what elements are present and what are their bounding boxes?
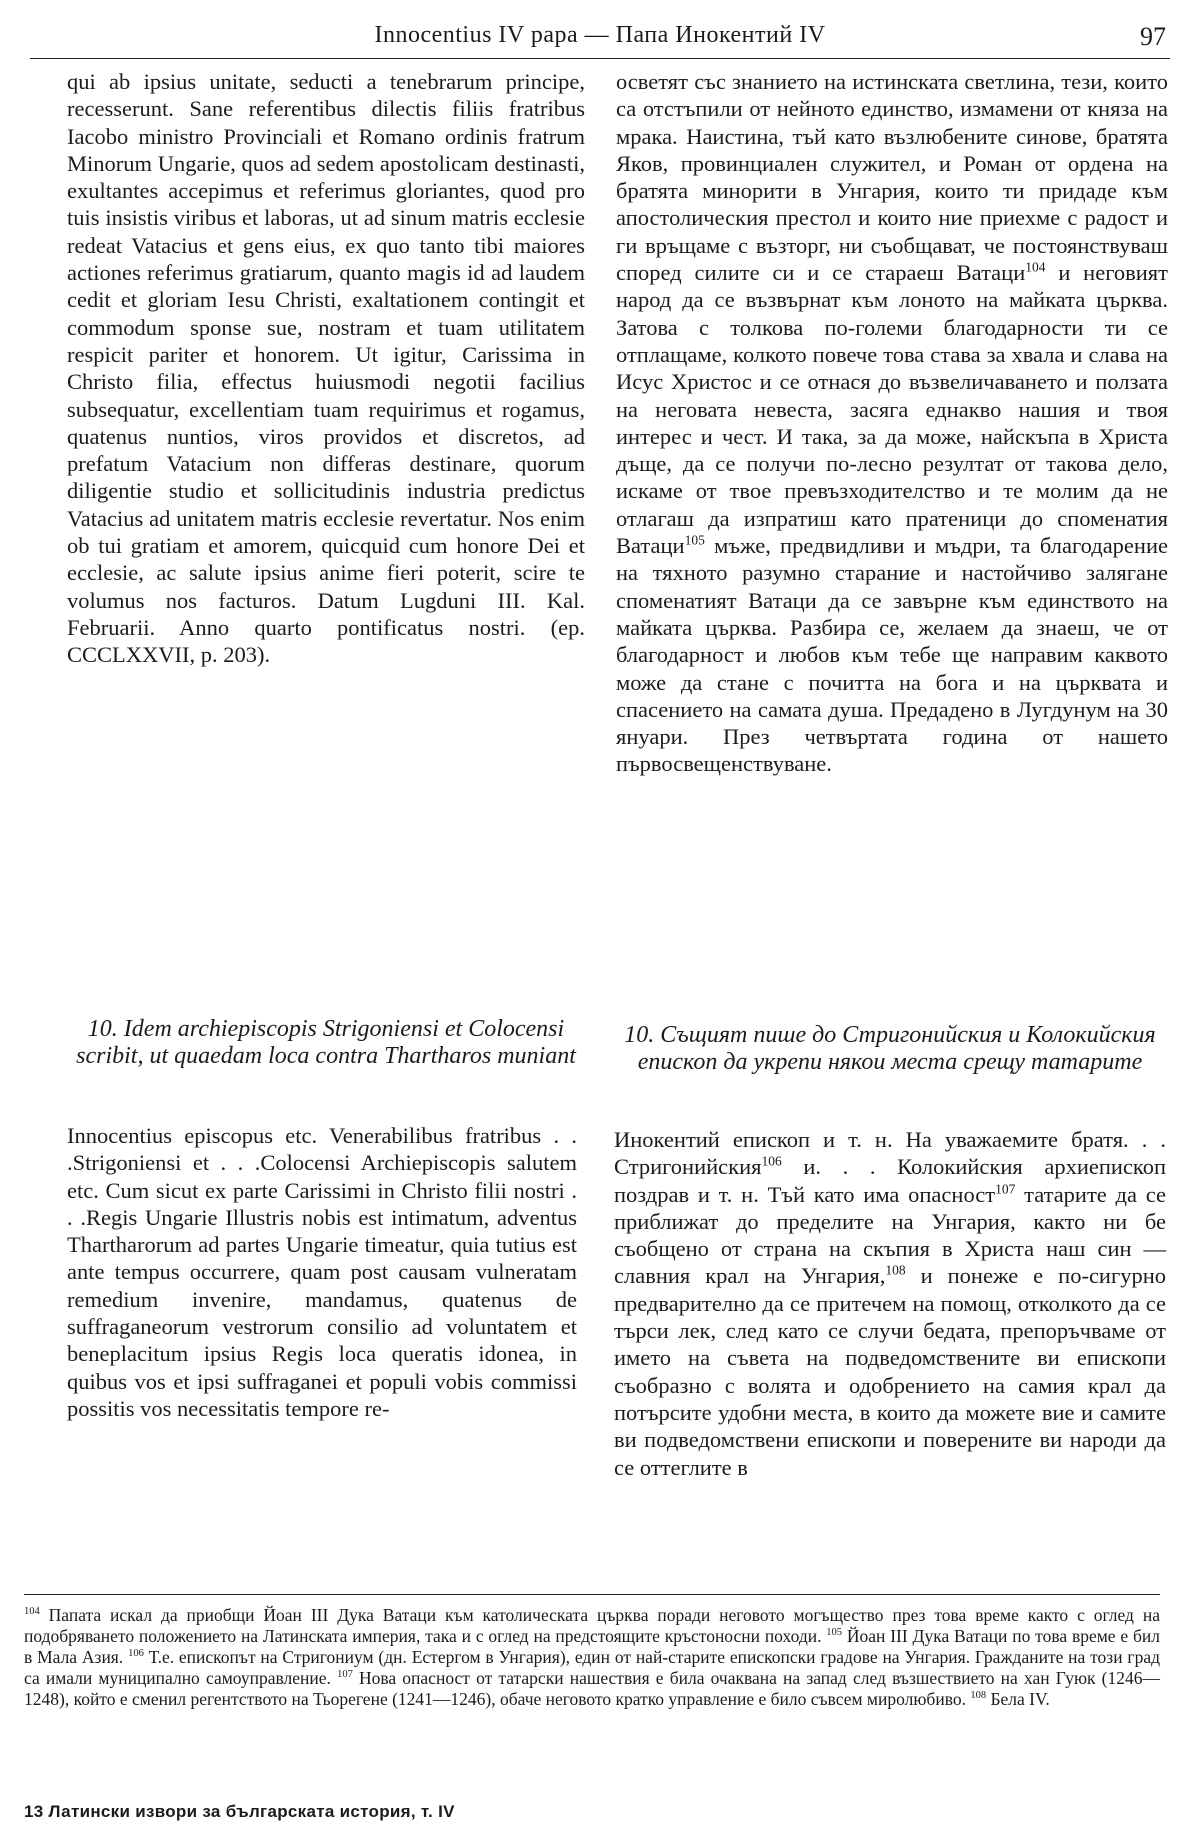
page-header — [30, 18, 1170, 59]
footnote-number: 104 — [24, 1606, 40, 1618]
text-run: Инокентий епископ и т. н. На уважаемите братя. . . Стригонийския — [614, 1127, 1166, 1180]
footnote-ref-104: 104 — [1025, 259, 1046, 275]
footnote-number: 108 — [970, 1690, 987, 1702]
footnote-ref-107: 107 — [995, 1181, 1016, 1197]
footnotes — [24, 1594, 1160, 1710]
bulgarian-paragraph-1 — [616, 68, 1168, 778]
latin-paragraph-2: Innocentius episcopus etc. Venerabilibus fratribus . . .Strigoniensi et . . .Colocensi Archiepiscopis salutem etc. Cum sicut ex parte Carissimi in Christo filii nostri . . .Regis Ungarie Illustris nobis est intimatum, adventus Thartharorum ad partes Ungarie timeatur, quia tutius est ante tempus occurrere, quam post causam vulneratam remedium invenire, mandamus, quatenus de suffraganeorum vestrorum consilio ad voluntatem et beneplacitum ipsius Regis loca queratis idonea, in quibus vos et ipsi suffraganei et populi vobis commissi possitis vos necessitatis tempore re- — [67, 1123, 577, 1421]
text-run: и неговият народ да се възвърнат към лоното на майката църква. Затова с толкова по-големи благодарности ти се отплащаме, колкото повече това става за хвала и слава на Исус Христос и се отнася до възвеличаването и ползата на неговата невеста, засяга еднакво нашия и твоя интерес и чест. И така, за да може, найскъпа в Христа дъще, да се получи по-лесно резултат от такова дело, искаме от твое превъзходителство и те молим да не отлагаш да изпратиш като пратеници до споменатия Ватаци — [616, 260, 1168, 559]
footnote-number: 105 — [826, 1627, 843, 1639]
text-run: и. . . Колокийския архиепископ поздрав и т. н. Тъй като има опасност — [614, 1154, 1166, 1207]
footnote-text: Бела IV. — [986, 1689, 1050, 1709]
latin-paragraph-1: qui ab ipsius unitate, seducti a tenebrarum principe, recesserunt. Sane referentibus dilectis filiis fratribus Iacobo ministro Provinciali et Romano ordinis fratrum Minorum Ungarie, quos ad sedem apostolicam destinasti, exultantes accepimus et referimus gloriantes, quod pro tuis insistis viribus et laboras, ut ad sinum matris ecclesie redeat Vatacius et gens eius, ex quo tanto tibi maiores actiones referimus gratiarum, quanto magis id ad laudem cedit et gloriam Iesu Christi, exaltationem contingit et commodum sponse sue, nostram et tuam utilitatem respicit pariter et honorem. Ut igitur, Carissima in Christo filia, effectus huiusmodi negotii facilius subsequatur, excellentiam tuam requirimus et rogamus, quatenus nuntios, viros providos et discretos, ad prefatum Vatacium non differas destinare, quorum diligentie studio et sollicitudinis industria predictus Vatacius ad unitatem matris ecclesie revertatur. Nos enim ob tui gratiam et amorem, quicquid cum honore Dei et ecclesie, ac salute ipsius anime fieri poterit, scire te volumus nos facturos. Datum Lugduni III. Kal. Februarii. Anno quarto pontificatus nostri. (ep. CCCLXXVII, p. 203). — [67, 69, 585, 668]
latin-section-heading: 10. Idem archiepiscopis Strigoniensi et Colocensi scribit, ut quaedam loca contra Thartharos muniant — [76, 1016, 576, 1069]
footnote-text: Папата искал да приобщи Йоан III Дука Ватаци към католическата църква поради неговото могъщество през това време както с оглед на подобряването положението на Латинската империя, така и с оглед на предстоящите кръстоносни походи. — [24, 1605, 1160, 1646]
footnote-ref-105: 105 — [684, 532, 705, 548]
latin-column — [67, 68, 585, 669]
text-run: и понеже е по-сигурно предварително да се притечем на помощ, отколкото да се търси лек, след като се случи бедата, препоръчваме от името на съвета на подведомствените ви епископи съобразно с волята и одобрението на самия крал да потърсите удобни места, в които да можете вие и самите ви подведомствени епископи и поверените ви народи да се оттеглите в — [614, 1263, 1166, 1480]
text-run: татарите да се приближат до пределите на Унгария, както ни бе съобщено от страна на скъпия в Христа наш син — славния крал на Унгария, — [614, 1181, 1166, 1289]
bulgarian-column — [616, 68, 1168, 778]
text-run: мъже, предвидливи и мъдри, та благодарение на тяхното разумно старание и настойчиво залягане споменатият Ватаци да се завърне към единството на майката църква. Разбира се, желаем да знаеш, че от благодарност и любов към тебе ще направим каквото може да стане с почитта на бога и на църквата и спасението на самата душа. Предадено в Лугдунум на 30 януари. През четвъртата година от нашето първосвещенствуване. — [616, 533, 1168, 777]
footnote-number: 107 — [337, 1669, 353, 1681]
running-head: Innocentius IV papa — Папа Инокентий IV — [374, 22, 826, 48]
footnote-ref-108: 108 — [885, 1262, 906, 1278]
footnote-text: Йоан III Дука Ватаци по това време е бил в Мала Азия. — [24, 1626, 1160, 1667]
bulgarian-paragraph-2 — [614, 1126, 1166, 1481]
footnote-text: Нова опасност от татарски нашествия е била очаквана на запад след възшествието на хан Гуюк (1246—1248), който е сменил регентството на Тьорегене (1241—1246), обаче неговото кратко управление е било съвсем миролюбиво. — [24, 1668, 1161, 1709]
footnote-text: Т.е. епископът на Стригониум (дн. Естергом в Унгария), един от най-старите епископски градове на Унгария. Гражданите на този град са имали муниципално самоуправление. — [24, 1647, 1161, 1688]
page-number: 97 — [1140, 22, 1166, 51]
footnote-ref-106: 106 — [761, 1153, 782, 1169]
signature-line: 13 Латински извори за българската история, т. IV — [24, 1802, 455, 1821]
text-run: осветят със знанието на истинската светлина, тези, които са отстъпили от нейното единство, измамени от княза на мрака. Наистина, тъй като възлюбените синове, братята Яков, провинциален служител, и Роман от ордена на братята минорити в Унгария, които ти придаде към апостолическия престол и които ние приехме с радост и ги връщаме с възторг, ни съобщават, че постоянствуваш според силите си и се стараеш Ватаци — [616, 69, 1168, 286]
footnote-number: 106 — [128, 1648, 144, 1660]
bulgarian-section-heading: 10. Същият пише до Стригонийския и Колокийския епископ да укрепи някои места срещу татарите — [624, 1022, 1156, 1075]
